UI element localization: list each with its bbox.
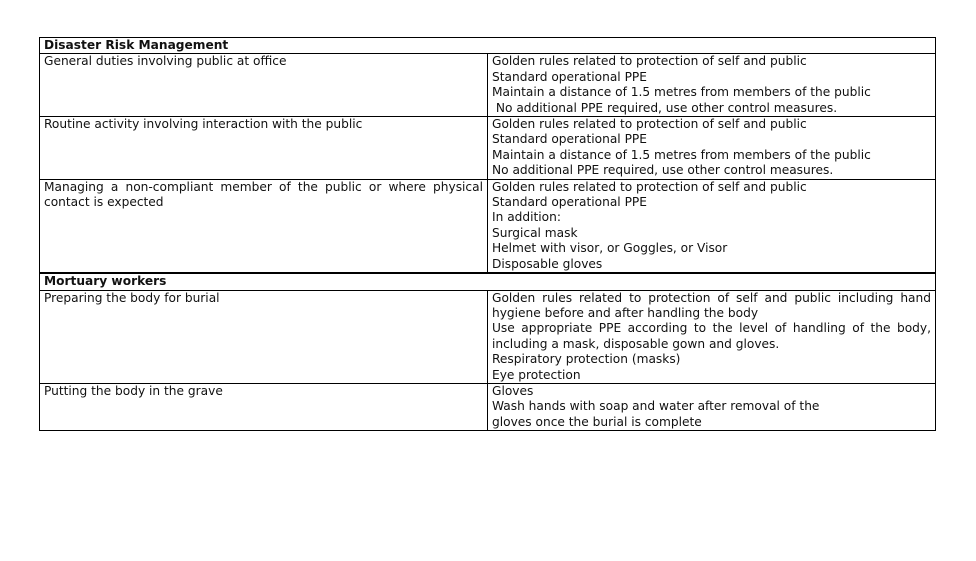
measure-line: Golden rules related to protection of self and public: [492, 179, 807, 194]
table-row: [40, 54, 936, 117]
measure-line: Golden rules related to protection of self and public including hand hygiene before and after handling the body: [492, 290, 931, 320]
section-title: Mortuary workers: [40, 273, 936, 290]
measure-line: Wash hands with soap and water after removal of the: [492, 399, 820, 414]
measure-line: gloves once the burial is complete: [492, 414, 702, 429]
measure-line: No additional PPE required, use other control measures.: [492, 163, 834, 178]
measure-line: Disposable gloves: [492, 256, 603, 271]
measures-cell: [488, 179, 936, 273]
measure-line: Standard operational PPE: [492, 195, 647, 210]
measure-line: Use appropriate PPE according to the level of handling of the body, including a mask, disposable gown and gloves.: [492, 321, 931, 351]
measure-line: Maintain a distance of 1.5 metres from members of the public: [492, 85, 871, 100]
measures-cell: [488, 383, 936, 430]
table-row: [40, 117, 936, 180]
section-title: Disaster Risk Management: [40, 38, 936, 54]
measures-cell: [488, 290, 936, 383]
ppe-guidance-table: [39, 37, 936, 431]
table-row: [40, 179, 936, 273]
measure-line: No additional PPE required, use other control measures.: [492, 100, 838, 115]
activity-cell: Managing a non-compliant member of the public or where physical contact is expected: [40, 179, 488, 273]
measure-line: Maintain a distance of 1.5 metres from members of the public: [492, 147, 871, 162]
measure-line: Golden rules related to protection of self and public: [492, 54, 807, 69]
table-row: [40, 290, 936, 383]
section-header-row: [40, 38, 936, 54]
measures-cell: [488, 54, 936, 117]
activity-cell: Preparing the body for burial: [40, 290, 488, 383]
measure-line: Standard operational PPE: [492, 132, 647, 147]
measure-line: In addition:: [492, 210, 561, 225]
measure-line: Standard operational PPE: [492, 69, 647, 84]
section-header-row: [40, 273, 936, 290]
table-row: [40, 383, 936, 430]
measure-line: Gloves: [492, 383, 534, 398]
activity-cell: General duties involving public at office: [40, 54, 488, 117]
measure-line: Respiratory protection (masks): [492, 352, 681, 367]
measure-line: Helmet with visor, or Goggles, or Visor: [492, 241, 728, 256]
activity-cell: Putting the body in the grave: [40, 383, 488, 430]
activity-cell: Routine activity involving interaction with the public: [40, 117, 488, 180]
measures-cell: [488, 117, 936, 180]
measure-line: Golden rules related to protection of self and public: [492, 117, 807, 132]
measure-line: Eye protection: [492, 367, 581, 382]
measure-line: Surgical mask: [492, 225, 578, 240]
